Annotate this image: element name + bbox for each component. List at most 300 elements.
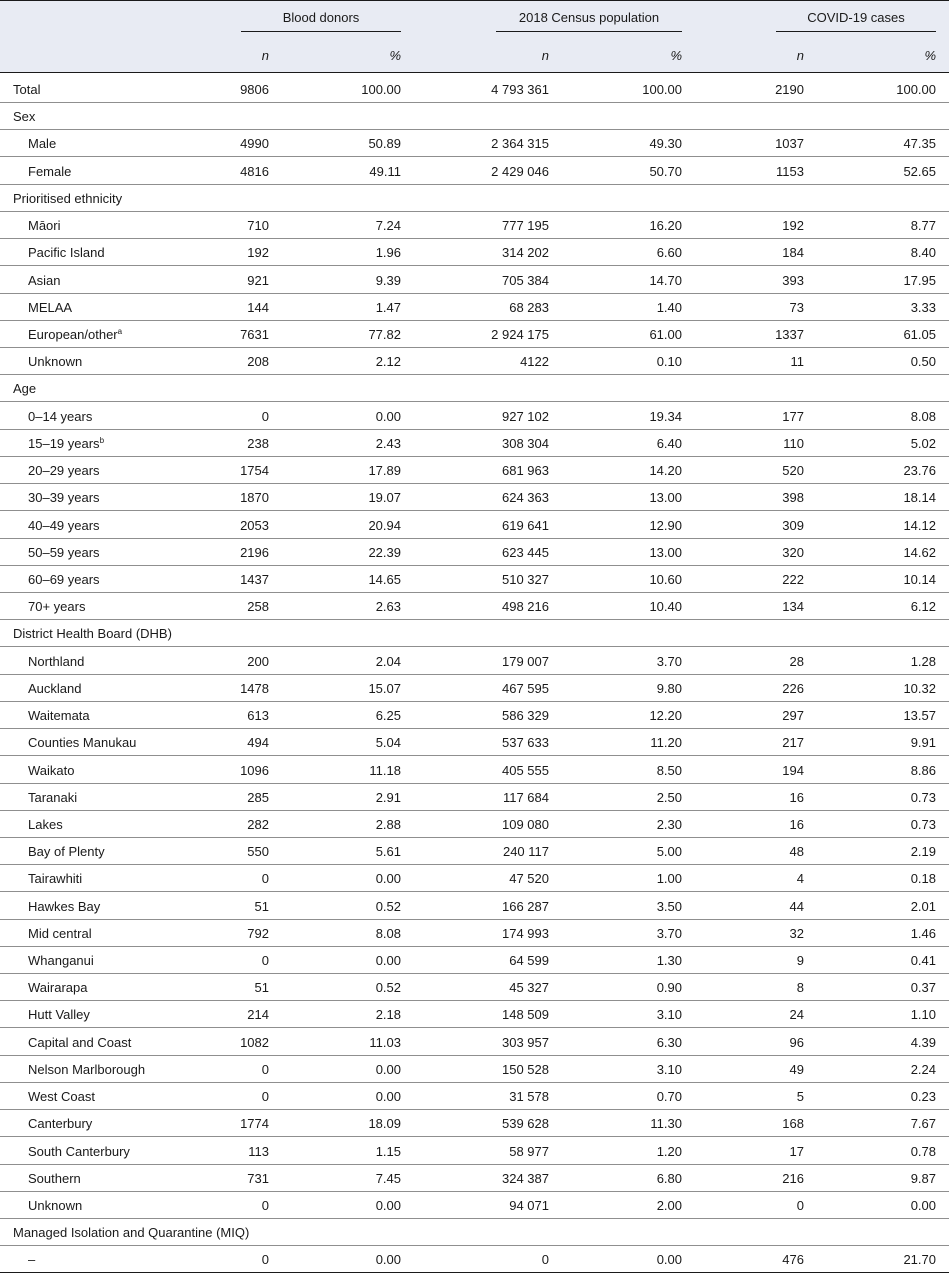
cell-donors-percent: 8.08 [375, 925, 401, 941]
table-row [0, 512, 949, 539]
cell-census-n: 179 007 [502, 653, 549, 669]
table-row [0, 239, 949, 266]
cell-census-n: 619 641 [502, 517, 549, 533]
cell-covid-percent: 47.35 [903, 136, 936, 152]
cell-donors-percent: 2.12 [375, 354, 401, 370]
cell-donors-percent: 2.88 [375, 816, 401, 832]
cell-donors-percent: 0.00 [375, 953, 401, 969]
cell-census-n: 314 202 [502, 245, 549, 261]
cell-covid-n: 73 [789, 299, 804, 315]
row-label-text: Waitemata [28, 708, 90, 724]
row-label [28, 681, 81, 696]
table-row [0, 539, 949, 566]
cell-census-percent: 6.80 [656, 1170, 682, 1186]
row-label [28, 735, 136, 750]
cell-donors-percent: 7.45 [375, 1170, 401, 1186]
cell-census-n: 2 924 175 [491, 326, 549, 342]
cell-census-percent: 10.40 [649, 599, 682, 615]
row-label-text: MELAA [28, 299, 73, 315]
row-label-text: Counties Manukau [28, 735, 137, 751]
row-label [28, 164, 71, 179]
cell-census-n: 498 216 [502, 599, 549, 615]
cell-donors-n: 1478 [240, 680, 269, 696]
cell-covid-percent: 3.33 [910, 299, 936, 315]
cell-covid-n: 24 [789, 1007, 804, 1023]
table-row [0, 947, 949, 974]
subheader-percent: % [389, 48, 401, 63]
table-row [0, 1083, 949, 1110]
cell-covid-n: 320 [782, 544, 804, 560]
row-label-text: Māori [28, 218, 61, 234]
row-label [28, 354, 82, 369]
cell-covid-percent: 0.73 [910, 789, 936, 805]
cell-census-n: 64 599 [509, 953, 549, 969]
subheader-percent: % [670, 48, 682, 63]
cell-census-percent: 19.34 [649, 408, 682, 424]
row-label [28, 572, 100, 587]
cell-donors-n: 0 [261, 871, 269, 887]
row-label [28, 1089, 95, 1104]
row-label [28, 654, 84, 669]
cell-donors-percent: 49.11 [369, 163, 401, 179]
cell-covid-n: 4 [796, 871, 804, 887]
cell-donors-percent: 100.00 [361, 82, 401, 97]
cell-covid-n: 217 [782, 735, 804, 751]
cell-covid-percent: 8.08 [910, 408, 936, 424]
cell-census-n: 4122 [520, 354, 549, 370]
cell-covid-percent: 1.10 [910, 1007, 936, 1023]
section-header-row [0, 620, 949, 647]
cell-census-n: 927 102 [502, 408, 549, 424]
cell-census-n: 537 633 [502, 735, 549, 751]
table-row [0, 403, 949, 430]
cell-donors-percent: 11.03 [369, 1034, 401, 1050]
section-header-row [0, 185, 949, 212]
cell-donors-percent: 7.24 [375, 218, 401, 234]
cell-census-percent: 9.80 [656, 680, 682, 696]
cell-donors-percent: 17.89 [368, 463, 401, 479]
table-row [0, 1165, 949, 1192]
cell-census-n: 324 387 [502, 1170, 549, 1186]
cell-donors-percent: 2.18 [375, 1007, 401, 1023]
cell-covid-n: 1337 [775, 326, 804, 342]
cell-census-percent: 5.00 [656, 844, 682, 860]
cell-donors-n: 0 [261, 1252, 269, 1268]
row-label-text: Northland [28, 653, 85, 669]
cell-covid-percent: 18.14 [903, 490, 936, 506]
cell-census-n: 539 628 [502, 1116, 549, 1132]
cell-donors-n: 2053 [240, 517, 269, 533]
cell-donors-n: 4990 [240, 136, 269, 152]
row-label-text: West Coast [28, 1089, 95, 1105]
cell-donors-n: 4816 [240, 163, 269, 179]
row-label [28, 708, 90, 723]
cell-covid-percent: 0.73 [910, 816, 936, 832]
cell-donors-percent: 0.52 [375, 898, 401, 914]
row-label [28, 545, 100, 560]
cell-covid-percent: 0.37 [910, 980, 936, 996]
section-label [13, 1225, 249, 1240]
cell-census-percent: 14.70 [649, 272, 682, 288]
cell-donors-n: 200 [247, 653, 269, 669]
row-label-text: Southern [28, 1170, 81, 1186]
row-label [28, 327, 122, 342]
cell-census-percent: 100.00 [642, 82, 682, 97]
cell-donors-percent: 18.09 [368, 1116, 401, 1132]
cell-covid-n: 16 [789, 816, 804, 832]
cell-covid-n: 222 [782, 571, 804, 587]
row-label [28, 1252, 35, 1267]
cell-donors-n: 51 [254, 980, 269, 996]
cell-census-percent: 50.70 [649, 163, 682, 179]
cell-donors-n: 0 [261, 1198, 269, 1214]
table-row [0, 1138, 949, 1165]
row-label-text: Unknown [28, 1198, 83, 1214]
cell-donors-percent: 0.00 [375, 871, 401, 887]
row-label-text: Prioritised ethnicity [13, 190, 123, 206]
cell-covid-n: 17 [789, 1143, 804, 1159]
cell-census-n: 308 304 [502, 435, 549, 451]
table-row [0, 1246, 949, 1273]
cell-covid-n: 297 [782, 708, 804, 724]
cell-covid-percent: 0.23 [910, 1089, 936, 1105]
cell-census-percent: 0.00 [656, 1252, 682, 1268]
cell-census-n: 68 283 [509, 299, 549, 315]
header-group-blood-donors: Blood donors [282, 10, 360, 25]
cell-donors-percent: 0.00 [375, 1198, 401, 1214]
row-label-text: Mid central [28, 925, 92, 941]
table-row [0, 566, 949, 593]
table-row [0, 702, 949, 729]
cell-donors-percent: 50.89 [368, 136, 401, 152]
cell-covid-percent: 9.87 [910, 1170, 936, 1186]
cell-covid-percent: 1.46 [910, 925, 936, 941]
cell-covid-percent: 100.00 [896, 82, 936, 97]
cell-donors-n: 113 [248, 1143, 269, 1159]
cell-census-n: 47 520 [509, 871, 549, 887]
cell-census-n: 150 528 [502, 1061, 549, 1077]
cell-donors-n: 208 [247, 354, 269, 370]
row-label [28, 980, 87, 995]
cell-covid-n: 216 [782, 1170, 804, 1186]
cell-covid-n: 398 [782, 490, 804, 506]
cell-donors-n: 1754 [240, 463, 269, 479]
cell-census-n: 405 555 [502, 762, 549, 778]
cell-covid-n: 44 [789, 898, 804, 914]
row-label-text: Asian [28, 272, 61, 288]
cell-covid-percent: 6.12 [910, 599, 936, 615]
cell-donors-n: 144 [247, 299, 269, 315]
cell-covid-percent: 52.65 [903, 163, 936, 179]
row-label-text: Male [28, 136, 57, 152]
cell-covid-n: 309 [782, 517, 804, 533]
cell-donors-n: 710 [247, 218, 269, 234]
cell-donors-n: 1437 [240, 571, 269, 587]
row-label-text: – [28, 1252, 36, 1268]
cell-covid-percent: 1.28 [910, 653, 936, 669]
cell-census-n: 58 977 [509, 1143, 549, 1159]
table-row [0, 158, 949, 185]
cell-donors-n: 7631 [240, 326, 269, 342]
table-row [0, 920, 949, 947]
cell-donors-n: 0 [261, 1061, 269, 1077]
section-header-row [0, 103, 949, 130]
footnote-marker: b [99, 435, 105, 445]
cell-donors-n: 921 [247, 272, 269, 288]
header-rule-blood-donors [241, 31, 401, 32]
cell-census-n: 174 993 [502, 925, 549, 941]
table-row [0, 675, 949, 702]
section-label [13, 381, 36, 396]
cell-covid-percent: 21.70 [903, 1252, 936, 1268]
cell-donors-percent: 5.61 [375, 844, 401, 860]
cell-donors-n: 258 [247, 599, 269, 615]
cell-covid-percent: 2.19 [910, 844, 936, 860]
cell-covid-percent: 0.41 [910, 953, 936, 969]
cell-census-n: 623 445 [502, 544, 549, 560]
row-label [28, 245, 105, 260]
table-row [0, 484, 949, 511]
table-row [0, 811, 949, 838]
row-label-text: South Canterbury [28, 1143, 130, 1159]
cell-census-percent: 10.60 [649, 571, 682, 587]
cell-census-percent: 3.70 [656, 653, 682, 669]
cell-census-n: 777 195 [502, 218, 549, 234]
cell-census-percent: 11.30 [650, 1116, 682, 1132]
cell-covid-percent: 61.05 [903, 326, 936, 342]
cell-census-percent: 8.50 [656, 762, 682, 778]
cell-census-n: 117 684 [502, 789, 549, 805]
table-row [0, 974, 949, 1001]
table-row [0, 648, 949, 675]
cell-donors-percent: 2.63 [375, 599, 401, 615]
cell-donors-percent: 77.82 [368, 326, 401, 342]
cell-covid-n: 9 [796, 953, 804, 969]
row-label [28, 436, 104, 451]
row-label [13, 82, 40, 97]
row-label-text: 60–69 years [28, 571, 100, 587]
section-label [13, 109, 35, 124]
cell-donors-n: 494 [247, 735, 269, 751]
cell-covid-percent: 0.78 [910, 1143, 936, 1159]
cell-covid-n: 393 [782, 272, 804, 288]
cell-covid-n: 96 [789, 1034, 804, 1050]
row-label-text: Tairawhiti [28, 871, 83, 887]
row-label-text: 30–39 years [28, 490, 100, 506]
table-row [0, 430, 949, 457]
cell-donors-percent: 9.39 [375, 272, 401, 288]
table-row [0, 457, 949, 484]
cell-covid-percent: 9.91 [910, 735, 936, 751]
row-label-text: 40–49 years [28, 517, 100, 533]
cell-donors-percent: 0.52 [375, 980, 401, 996]
cell-covid-n: 0 [796, 1198, 804, 1214]
cell-covid-n: 192 [782, 218, 804, 234]
row-label [28, 1062, 145, 1077]
row-label-text: Pacific Island [28, 245, 105, 261]
cell-donors-percent: 15.07 [368, 680, 401, 696]
cell-donors-percent: 1.47 [375, 299, 401, 315]
cell-census-n: 240 117 [502, 844, 549, 860]
row-label [28, 273, 61, 288]
cell-census-percent: 61.00 [649, 326, 682, 342]
cell-census-percent: 0.70 [656, 1089, 682, 1105]
row-label-text: Capital and Coast [28, 1034, 132, 1050]
cell-covid-n: 8 [796, 980, 804, 996]
row-label [28, 953, 94, 968]
table-row [0, 294, 949, 321]
cell-census-n: 2 429 046 [491, 163, 549, 179]
cell-donors-percent: 20.94 [368, 517, 401, 533]
footnote-marker: a [117, 326, 123, 336]
row-label [28, 790, 77, 805]
cell-covid-n: 226 [782, 680, 804, 696]
cell-census-n: 467 595 [502, 680, 549, 696]
cell-census-percent: 13.00 [649, 544, 682, 560]
cell-covid-percent: 2.24 [910, 1061, 936, 1077]
cell-covid-n: 48 [789, 844, 804, 860]
cell-covid-n: 49 [789, 1061, 804, 1077]
cell-census-n: 45 327 [509, 980, 549, 996]
table-row [0, 348, 949, 375]
cell-covid-percent: 4.39 [910, 1034, 936, 1050]
cell-donors-n: 550 [247, 844, 269, 860]
cell-donors-n: 285 [247, 789, 269, 805]
header-rule-covid [776, 31, 936, 32]
cell-census-n: 705 384 [502, 272, 549, 288]
row-label [28, 763, 74, 778]
table-row [0, 130, 949, 157]
cell-donors-percent: 0.00 [375, 408, 401, 424]
cell-covid-percent: 8.40 [910, 245, 936, 261]
cell-donors-n: 1096 [240, 762, 269, 778]
cell-donors-n: 282 [247, 816, 269, 832]
row-label-text: Taranaki [28, 789, 78, 805]
row-label [28, 926, 92, 941]
cell-donors-percent: 19.07 [368, 490, 401, 506]
cell-census-percent: 16.20 [649, 218, 682, 234]
cell-census-percent: 12.90 [649, 517, 682, 533]
table-row [0, 267, 949, 294]
cell-census-percent: 2.00 [656, 1198, 682, 1214]
cell-covid-percent: 0.18 [910, 871, 936, 887]
row-label-text: Canterbury [28, 1116, 93, 1132]
cell-census-percent: 2.30 [656, 816, 682, 832]
row-label-text: European/other [28, 326, 118, 342]
cell-covid-n: 476 [782, 1252, 804, 1268]
cell-covid-percent: 7.67 [910, 1116, 936, 1132]
table-row [0, 1056, 949, 1083]
cell-census-n: 31 578 [509, 1089, 549, 1105]
section-label [13, 626, 172, 641]
subheader-n: n [796, 48, 804, 63]
table-row [0, 321, 949, 348]
cell-covid-percent: 10.14 [903, 571, 936, 587]
table-row [0, 593, 949, 620]
table-row [0, 76, 949, 103]
cell-census-n: 148 509 [502, 1007, 549, 1023]
cell-census-percent: 6.60 [656, 245, 682, 261]
cell-census-n: 681 963 [502, 463, 549, 479]
cell-covid-percent: 0.50 [910, 354, 936, 370]
cell-covid-percent: 23.76 [903, 463, 936, 479]
cell-donors-n: 792 [247, 925, 269, 941]
cell-donors-percent: 14.65 [368, 571, 401, 587]
row-label [28, 1035, 131, 1050]
table-row [0, 212, 949, 239]
section-header-row [0, 375, 949, 402]
table-row [0, 729, 949, 756]
row-label-text: Hutt Valley [28, 1007, 90, 1023]
cell-census-percent: 49.30 [649, 136, 682, 152]
row-label [28, 218, 61, 233]
row-label-text: 15–19 years [28, 435, 100, 451]
cell-covid-percent: 17.95 [903, 272, 936, 288]
cell-donors-n: 613 [247, 708, 269, 724]
cell-census-n: 166 287 [502, 898, 549, 914]
row-label [28, 1171, 81, 1186]
row-label [28, 490, 100, 505]
table-row [0, 1029, 949, 1056]
cell-census-n: 2 364 315 [491, 136, 549, 152]
row-label [28, 899, 100, 914]
cell-census-percent: 3.50 [656, 898, 682, 914]
cell-donors-n: 9806 [240, 82, 269, 97]
cell-census-percent: 0.90 [656, 980, 682, 996]
cell-covid-n: 5 [796, 1089, 804, 1105]
row-label-text: Waikato [28, 762, 75, 778]
row-label [28, 136, 56, 151]
cell-census-percent: 1.20 [656, 1143, 682, 1159]
cell-census-percent: 1.00 [656, 871, 682, 887]
cell-covid-n: 32 [789, 925, 804, 941]
cell-covid-n: 168 [782, 1116, 804, 1132]
row-label-text: Sex [13, 109, 36, 125]
cell-census-n: 109 080 [502, 816, 549, 832]
row-label [28, 1116, 92, 1131]
row-label [28, 300, 72, 315]
subheader-n: n [541, 48, 549, 63]
cell-donors-n: 731 [247, 1170, 269, 1186]
table-row [0, 1001, 949, 1028]
cell-donors-n: 192 [247, 245, 269, 261]
row-label [28, 1198, 82, 1213]
cell-covid-percent: 0.00 [910, 1198, 936, 1214]
cell-donors-n: 1082 [240, 1034, 269, 1050]
row-label-text: Female [28, 163, 72, 179]
cell-census-percent: 11.20 [650, 735, 682, 751]
cell-census-percent: 6.30 [656, 1034, 682, 1050]
cell-covid-percent: 14.12 [903, 517, 936, 533]
cell-census-percent: 12.20 [649, 708, 682, 724]
cell-census-n: 303 957 [502, 1034, 549, 1050]
row-label-text: Bay of Plenty [28, 844, 105, 860]
cell-census-percent: 13.00 [649, 490, 682, 506]
cell-covid-n: 520 [782, 463, 804, 479]
row-label [28, 599, 85, 614]
row-label [28, 871, 82, 886]
cell-covid-percent: 14.62 [903, 544, 936, 560]
cell-donors-n: 0 [261, 953, 269, 969]
cell-donors-percent: 1.15 [375, 1143, 401, 1159]
row-label [28, 1144, 130, 1159]
cell-census-percent: 1.40 [656, 299, 682, 315]
cell-census-percent: 2.50 [656, 789, 682, 805]
cell-census-n: 510 327 [502, 571, 549, 587]
cell-census-n: 624 363 [502, 490, 549, 506]
cell-donors-percent: 11.18 [369, 762, 401, 778]
row-label-text: Age [13, 381, 37, 397]
